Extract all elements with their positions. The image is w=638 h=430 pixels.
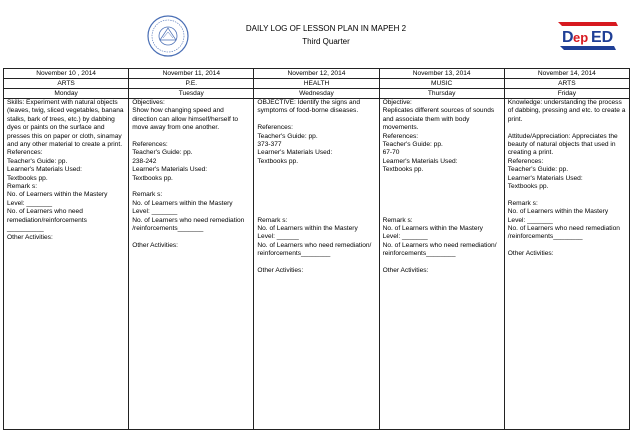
lesson-line: Textbooks pp. (132, 174, 173, 182)
subject-cell: HEALTH (254, 79, 379, 89)
svg-text:ED: ED (591, 29, 614, 46)
lesson-line: Objectives: (132, 99, 165, 106)
lesson-line: Show how changing speed and direction can allow himself/herself to move away from one another. (132, 107, 239, 132)
deped-logo-icon (556, 20, 622, 52)
lesson-line: OBJECTIVE: Identify the signs and symptoms of food-borne diseases. (257, 99, 360, 115)
day-cell: Monday (4, 89, 129, 99)
lesson-line: Other Activities: (382, 267, 429, 275)
lesson-line (257, 208, 375, 216)
lesson-line: Knowledge: understanding the process of dabbing, pressing and etc. to create a print. (507, 99, 626, 123)
subject-cell: P.E. (129, 79, 254, 89)
subject-cell: ARTS (504, 79, 629, 89)
lesson-line: Textbooks pp. (382, 166, 424, 174)
lesson-line (257, 259, 375, 267)
lesson-line: No. of Learners who need remediation/ reinforcements________ (382, 241, 497, 258)
lesson-line: No. of Learners within the Mastery Level: _______ (132, 199, 233, 216)
date-cell: November 10 , 2014 (4, 69, 129, 79)
lesson-line: Textbooks pp. (507, 183, 549, 191)
lesson-line (257, 116, 375, 124)
lesson-cell-friday (504, 99, 629, 430)
date-row (4, 69, 630, 79)
content-row (4, 99, 630, 430)
lesson-line: Other Activities: (132, 241, 178, 249)
lesson-line (257, 175, 375, 183)
date-cell: November 12, 2014 (254, 69, 379, 79)
subject-cell: MUSIC (379, 79, 504, 89)
lesson-line: No. of Learners within the Mastery Level: ______ (257, 224, 358, 241)
day-cell: Thursday (379, 89, 504, 99)
lesson-line: 373-377 (257, 141, 282, 149)
day-cell: Tuesday (129, 89, 254, 99)
lesson-line (132, 183, 250, 191)
subject-cell: ARTS (4, 79, 129, 89)
lesson-line: No. of Learners within the Mastery Level: _______ (507, 208, 609, 224)
lesson-line: __________ (7, 225, 44, 233)
lesson-line: References: (7, 149, 43, 157)
lesson-line (383, 200, 501, 208)
lesson-line: References: (507, 157, 544, 165)
lesson-line: Other Activities: (257, 267, 304, 274)
subject-row (4, 79, 630, 89)
date-cell: November 13, 2014 (379, 69, 504, 79)
lesson-line: Teacher's Guide: pp. (382, 141, 443, 149)
lesson-cell-tuesday (129, 99, 254, 430)
day-cell: Wednesday (254, 89, 379, 99)
lesson-line: Textbooks pp. (257, 157, 299, 165)
day-cell: Friday (504, 89, 629, 99)
lesson-line (383, 208, 501, 216)
lesson-cell-thursday (379, 99, 504, 430)
lesson-line: Objective: (382, 99, 412, 106)
lesson-cell-wednesday (254, 99, 379, 430)
lesson-line: No. of Learners who need remediation /reinforcements_______ (132, 216, 245, 233)
quarter-subtitle: Third Quarter (302, 37, 350, 46)
lesson-line: Teacher's Guide: pp. (507, 166, 569, 174)
lesson-line: No. of Learners who need remediation /reinforcements________ (507, 225, 620, 241)
lesson-line: Teacher's Guide: pp. (132, 149, 193, 157)
lesson-line: 238-242 (132, 157, 157, 165)
svg-text:ep: ep (573, 30, 589, 45)
lesson-line (132, 133, 250, 141)
lesson-line (257, 183, 375, 191)
lesson-line: Learner's Materials Used: (132, 166, 208, 174)
lesson-line (508, 242, 626, 250)
day-row (4, 89, 630, 99)
lesson-line: Attitude/Appreciation: Appreciates the beauty of natural objects that used in creating a print. (507, 132, 618, 157)
lesson-line: 67-70 (382, 149, 400, 157)
lesson-line (383, 175, 501, 183)
lesson-line: Teacher's Guide: pp. (257, 132, 318, 140)
lesson-line: Other Activities: (507, 250, 554, 258)
lesson-line (257, 200, 375, 208)
lesson-line: Learner's Materials Used: (7, 166, 82, 174)
lesson-line: Remark s: (507, 199, 538, 207)
lesson-cell-monday (4, 99, 129, 430)
lesson-line: Teacher's Guide: pp. (7, 157, 68, 165)
lesson-line (383, 259, 501, 267)
lesson-line (383, 191, 501, 199)
lesson-log-table (3, 68, 630, 430)
lesson-line: No. of Learners within the Mastery Level: _______ (382, 225, 483, 241)
date-cell: November 14, 2014 (504, 69, 629, 79)
date-cell: November 11, 2014 (129, 69, 254, 79)
lesson-line (508, 124, 626, 132)
lesson-line: References: (132, 141, 168, 149)
lesson-line: References: (382, 132, 419, 140)
lesson-line (257, 191, 375, 199)
lesson-line (383, 183, 501, 191)
lesson-line: Remark s: (7, 183, 38, 191)
lesson-line: Remark s: (132, 191, 163, 199)
lesson-line (257, 166, 375, 174)
school-seal-icon (146, 14, 190, 58)
lesson-line: No. of Learners within the Mastery Level: _______ (7, 191, 108, 207)
lesson-line: Other Activities: (7, 233, 53, 241)
lesson-line: No. of Learners who need remediation/reinforcements (7, 208, 87, 224)
lesson-line: Remark s: (382, 216, 413, 224)
lesson-line: Learner's Materials Used: (257, 149, 333, 157)
lesson-line: Textbooks pp. (7, 174, 48, 182)
lesson-line (132, 233, 250, 241)
lesson-line: No. of Learners who need remediation/ reinforcements________ (257, 241, 372, 258)
lesson-line: Remark s: (257, 216, 288, 224)
page-title: DAILY LOG OF LESSON PLAN IN MAPEH 2 (245, 24, 407, 33)
lesson-line: Learner's Materials Used: (382, 157, 458, 165)
lesson-line (508, 191, 626, 199)
svg-text:D: D (562, 29, 574, 46)
lesson-line: References: (257, 124, 293, 132)
lesson-line: Skills: Experiment with natural objects (leaves, twig, sliced vegetables, banana stalks, bark of trees, etc.) by dabbing dyes or paints on the surface and presses this on paper or cloth, sinamay and any other material to create a print. (7, 99, 124, 149)
lesson-line: Replicates different sources of sounds and associate them with body movements. (382, 107, 495, 132)
lesson-line: Learner's Materials Used: (507, 174, 583, 182)
